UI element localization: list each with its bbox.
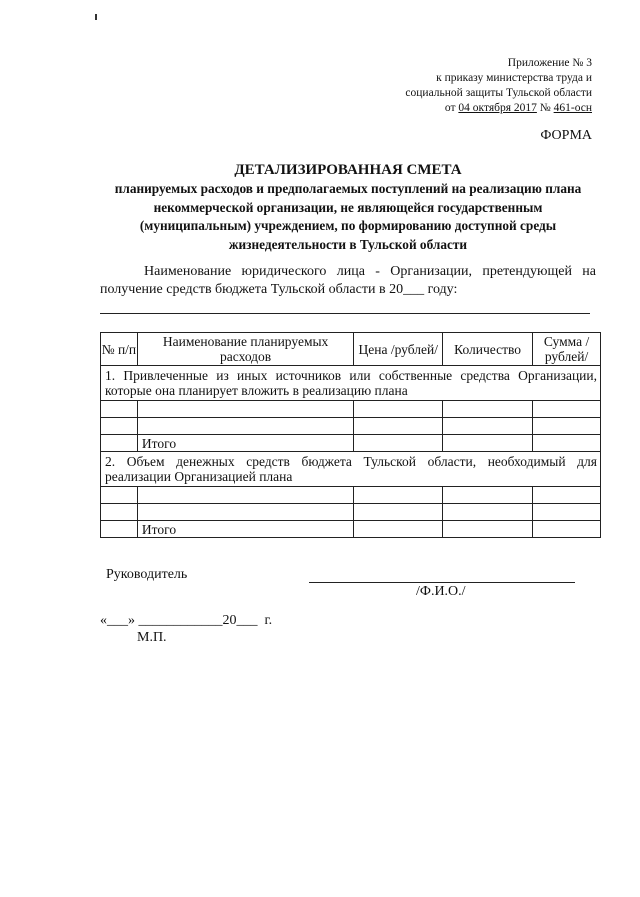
appendix-order-line: [405, 101, 592, 116]
document-title: [98, 161, 598, 254]
appendix-line-3: социальной защиты Тульской области: [405, 87, 592, 99]
organization-name-prompt: Наименование юридического лица - Организации, претендующей на получение средств бюджета Тульской области в 20___ году:: [100, 264, 596, 297]
header-expense-name: Наименование планируемых расходов: [137, 333, 353, 366]
title-main: ДЕТАЛИЗИРОВАННАЯ СМЕТА: [234, 162, 462, 178]
organization-name-field-line: [100, 313, 590, 314]
table-row: [101, 487, 601, 504]
table-row: [101, 401, 601, 418]
appendix-header: [405, 56, 592, 116]
total-row: [101, 435, 601, 452]
signature-date-line: «___» ____________20___ г.: [100, 613, 273, 628]
head-signature-label: Руководитель: [106, 567, 188, 582]
header-price: Цена /рублей/: [354, 333, 443, 366]
table-row: [101, 418, 601, 435]
order-date: 04 октября 2017: [458, 102, 537, 114]
order-number-sign: №: [539, 102, 551, 114]
header-quantity: Количество: [443, 333, 533, 366]
order-date-prefix: от: [444, 102, 456, 114]
table-header-row: [101, 333, 601, 366]
title-subtitle: планируемых расходов и предполагаемых поступлений на реализацию плана некоммерческой организации, не являющейся государственным (муниципальным) учреждением, по формированию доступной среды жизнедеятельности в Тульской области: [114, 181, 582, 252]
section-row: [101, 366, 601, 401]
total-label: Итого: [137, 521, 353, 538]
stamp-place-label: М.П.: [137, 630, 167, 645]
fio-label: /Ф.И.О./: [416, 584, 466, 599]
appendix-line-2: к приказу министерства труда и: [436, 72, 592, 84]
section-row: [101, 452, 601, 487]
appendix-line-1: Приложение № 3: [507, 57, 592, 69]
header-sum: Сумма /рублей/: [533, 333, 601, 366]
scan-mark: [95, 14, 97, 20]
order-number: 461-осн: [553, 102, 592, 114]
form-label: ФОРМА: [540, 128, 592, 143]
section-1-title: 1. Привлеченные из иных источников или собственные средства Организации, которые она планирует вложить в реализацию плана: [101, 366, 601, 401]
header-number: № п/п: [101, 333, 138, 366]
total-label: Итого: [137, 435, 353, 452]
section-2-title: 2. Объем денежных средств бюджета Тульской области, необходимый для реализации Организацией плана: [101, 452, 601, 487]
total-row: [101, 521, 601, 538]
signature-line: [309, 582, 575, 583]
table-row: [101, 504, 601, 521]
estimate-table: [100, 332, 601, 538]
